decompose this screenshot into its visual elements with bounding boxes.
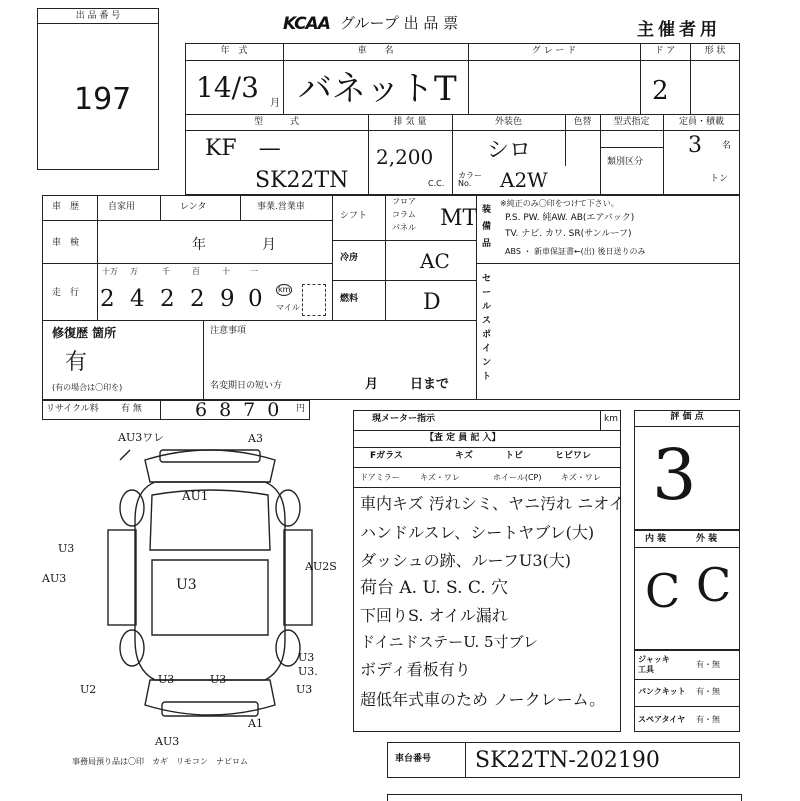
car-name-label: 車 名 [357,46,394,56]
name-change-day: 日まで [410,377,450,392]
damage-mark-right: U3 [298,651,315,664]
interior-label: 内 装 [645,534,667,544]
inspection-label: 車 検 [52,238,80,248]
color-change-label: 色替 [573,117,592,127]
damage-mark-rear-right-corner: U3. [298,665,318,678]
damage-mark-left-front: U3 [58,542,75,555]
damage-mark-rear-center: U3 [210,673,227,686]
digit-unit-1: 一 [250,267,258,276]
score-label: 評 価 点 [670,412,704,422]
exterior-color-value: シロ [487,138,532,163]
capacity-unit: 名 [722,141,732,151]
mileage-digit-6: 0 [248,286,263,312]
business-use: 事業.営業車 [257,202,305,212]
displacement-label: 排 気 量 [393,117,427,127]
wheel-label: ホイール(CP) [493,473,542,482]
mirror-tags: キズ・ワレ [420,473,460,482]
jack-yes-no: 有・無 [696,660,720,669]
model-code: SK22TN [255,168,349,193]
repair-note: (有の場合は〇印を) [52,383,123,392]
equipment-note: ※純正のみ〇印をつけて下さい。 [500,199,619,208]
damage-mark-right-door: AU2S [305,560,337,573]
damage-mark-front: AU3ワレ [118,431,165,444]
form-title: グループ 出 品 票 [340,14,459,32]
sale-point-label: セールスポイント [482,274,492,382]
mileage-unit-box [302,284,326,316]
meter-label: 現メーター指示 [372,414,436,424]
recycle-fee-options: 有 無 [121,404,142,414]
load-unit: トン [710,174,729,184]
damage-mark-left-door: AU3 [42,572,67,585]
remark-8: 超低年式車のため ノークレーム。 [360,690,606,709]
windshield-tag-crack: ヒビワレ [555,451,592,461]
chassis-number: SK22TN-202190 [475,748,660,773]
damage-mark-rear-right: U3 [296,683,313,696]
exterior-label: 外 装 [696,534,718,544]
remark-4: 荷台 A. U. S. C. 穴 [360,578,509,598]
puncture-yes-no: 有・無 [696,687,720,696]
exterior-grade: C [696,558,732,612]
month-unit: 月 [270,98,280,109]
interior-grade: C [645,564,681,618]
spare-tire-label: スペアタイヤ [638,715,686,724]
equipment-line-2: TV. ナビ. カワ. SR(サンルーフ) [505,229,632,239]
digit-unit-1k: 千 [162,267,170,276]
repair-history-label: 修復歴 箇所 [52,326,117,340]
inspection-month: 月 [262,237,276,253]
shift-floor: フロア [392,197,416,206]
fuel-value: D [423,290,441,315]
windshield-label: Fガラス [370,451,403,461]
model-prefix: KF — [205,136,281,161]
doors-value: 2 [652,76,669,106]
mileage-digit-5: 9 [220,286,235,312]
damage-mark-roof: U3 [176,577,197,593]
lot-number: 197 [74,82,132,117]
model-label: 型 式 [253,117,299,127]
ac-value: AC [420,249,450,273]
cc-unit: C.C. [428,179,445,188]
remark-1: 車内キズ 汚れシミ、ヤニ汚れ ニオイ [360,494,625,513]
damage-mark-hood: AU1 [182,489,209,503]
damage-mark-front-right: A3 [248,432,263,445]
ac-label: 冷房 [340,253,359,263]
puncture-kit-label: パンクキット [638,687,686,696]
digit-unit-100k: 十万 [102,267,118,276]
shift-panel: パネル [392,223,416,232]
mileage-digit-3: 2 [160,286,175,312]
remark-5: 下回りS. オイル漏れ [360,606,508,625]
rental-use: レンタ [180,202,207,212]
capacity-value: 3 [688,133,702,158]
digit-unit-10k: 万 [130,267,138,276]
remark-3: ダッシュの跡、ルーフU3(大) [360,551,572,570]
history-label: 車 歴 [52,202,80,212]
model-year: 14/3 [196,71,259,104]
damage-mark-rear-corner: A1 [248,717,263,730]
color-no-value: A2W [500,168,548,192]
mileage-digit-2: 4 [130,286,145,312]
office-items-note: 事務局預り品は〇印 カギ リモコン ナビロム [72,757,248,766]
displacement-value: 2,200 [376,145,434,169]
fuel-label: 燃料 [340,294,359,304]
wheel-tags: キズ・ワレ [561,473,601,482]
color-no-label: カラーNo. [458,171,482,188]
inspector-section-label: 【査 定 員 記 入】 [425,433,501,443]
notes-label: 注意事項 [210,326,247,336]
equipment-label: 装備品 [482,205,492,249]
mirror-label: ドアミラー [360,473,400,482]
mileage-digit-1: 2 [100,286,115,312]
damage-mark-rear-left: U3 [158,673,175,686]
equipment-line-1: P.S. PW. 純AW. AB(エアバック) [505,213,635,223]
damage-mark-rear-wheel: U2 [80,683,97,696]
kcaa-logo: KCAA [283,14,330,34]
spare-yes-no: 有・無 [696,715,720,724]
shift-column: コラム [392,210,416,219]
inspection-year: 年 [192,237,206,253]
car-diagram [90,440,330,740]
organizer-label: 主催者用 [637,20,721,40]
private-use: 自家用 [108,202,136,212]
shift-value: MT [440,206,478,231]
windshield-tag-scratch: キズ [455,451,473,461]
digit-unit-10: 十 [222,267,230,276]
remark-7: ボディ看板有り [360,660,471,679]
remark-6: ドイニドステーU. 5寸ブレ [360,633,538,651]
shift-label: シフト [340,211,368,221]
capacity-label: 定員・積載 [678,117,724,127]
car-name: バネットT [298,69,457,109]
exterior-color-label: 外装色 [494,117,522,127]
meter-km: km [604,414,618,424]
grade-label: グ レ ー ド [531,46,577,56]
lot-number-label: 出 品 番 号 [75,11,121,21]
category-label: 類別区分 [607,157,644,167]
equipment-line-3: ABS ・ 新車保証書←(出) 後日送りのみ [505,247,646,256]
windshield-tag-chip: トビ [505,451,524,461]
recycle-fee-unit: 円 [296,404,306,414]
type-designation-label: 型式指定 [613,117,650,127]
jack-label: ジャッキ 工具 [638,655,670,674]
damage-mark-rear-bumper: AU3 [155,735,180,748]
recycle-fee-label: リサイクル料 [46,404,99,414]
doors-label: ド ア [654,46,676,56]
name-change-month: 月 [365,377,379,392]
mileage-label: 走 行 [52,288,80,298]
body-label: 形 状 [704,46,726,56]
remark-2: ハンドルスレ、シートヤブレ(大) [360,523,595,542]
lot-number-box [37,8,159,170]
mile-unit: マイル [276,303,300,312]
name-change-label: 名変期日の短い方 [210,381,283,391]
year-label: 年 式 [220,46,248,56]
digit-unit-100: 百 [192,267,200,276]
history-table [42,195,740,400]
recycle-fee-amount: 6870 [195,399,292,421]
km-unit: km [278,285,291,294]
repair-value: 有 [65,350,88,375]
score-value: 3 [652,434,697,516]
mileage-digit-4: 2 [190,286,205,312]
chassis-label: 車台番号 [395,754,432,764]
